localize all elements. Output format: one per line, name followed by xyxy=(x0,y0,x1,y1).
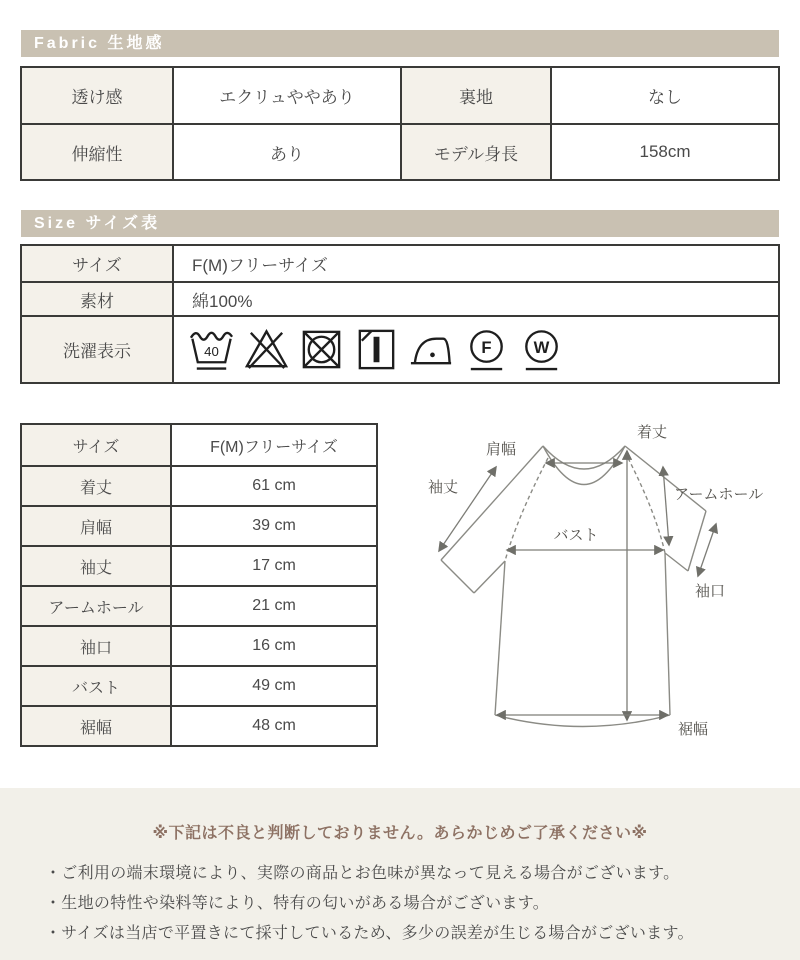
diagram-label-cuff: 袖口 xyxy=(694,583,726,600)
no-tumble-dry-icon xyxy=(297,325,346,374)
svg-text:F: F xyxy=(481,337,492,357)
material-value: 綿100% xyxy=(172,281,778,315)
fabric-label-lining: 裏地 xyxy=(400,68,550,123)
svg-text:40: 40 xyxy=(204,343,219,359)
meas-value: 21 cm xyxy=(170,585,376,625)
diagram-label-length: 着丈 xyxy=(636,424,668,441)
fabric-label-sheerness: 透け感 xyxy=(22,68,172,123)
meas-value: 16 cm xyxy=(170,625,376,665)
disclaimer-bullet: ・サイズは当店で平置きにて採寸しているため、多少の誤差が生じる場合がございます。 xyxy=(45,925,694,942)
meas-value: 49 cm xyxy=(170,665,376,705)
meas-value: 39 cm xyxy=(170,505,376,545)
meas-label: 着丈 xyxy=(22,465,170,505)
no-bleach-icon xyxy=(242,325,291,374)
tshirt-outline xyxy=(441,446,706,727)
fabric-value-stretch: あり xyxy=(172,123,400,179)
fabric-section-header: Fabric 生地感 xyxy=(21,30,779,57)
disclaimer-bullet: ・生地の特性や染料等により、特有の匂いがある場合がございます。 xyxy=(45,895,550,912)
diagram-label-shoulder: 肩幅 xyxy=(485,441,517,458)
iron-low-heat-icon xyxy=(407,325,456,374)
fabric-value-sheerness: エクリュややあり xyxy=(172,68,400,123)
fabric-value-lining: なし xyxy=(550,68,778,123)
meas-label: 袖口 xyxy=(22,625,170,665)
fabric-info-table xyxy=(20,66,780,181)
size-section-header: Size サイズ表 xyxy=(21,210,779,237)
meas-label: 裾幅 xyxy=(22,705,170,745)
meas-label: 袖丈 xyxy=(22,545,170,585)
disclaimer-bullets xyxy=(0,859,800,949)
svg-text:W: W xyxy=(533,337,550,357)
disclaimer-heading: ※下記は不良と判断しておりません。あらかじめご了承ください※ xyxy=(152,825,648,842)
disclaimer-section xyxy=(0,788,800,960)
fabric-value-model-height: 158cm xyxy=(550,123,778,179)
size-value: F(M)フリーサイズ xyxy=(172,246,778,281)
diagram-label-hem: 裾幅 xyxy=(677,721,709,738)
meas-label: 肩幅 xyxy=(22,505,170,545)
measurement-table xyxy=(20,423,378,747)
line-dry-in-shade-icon xyxy=(352,325,401,374)
care-label: 洗濯表示 xyxy=(22,315,172,382)
care-icons-row xyxy=(172,315,778,382)
wash-40-gentle-icon xyxy=(187,325,236,374)
meas-label: バスト xyxy=(22,665,170,705)
meas-label: アームホール xyxy=(22,585,170,625)
meas-label: サイズ xyxy=(22,425,170,465)
disclaimer-bullet: ・ご利用の端末環境により、実際の商品とお色味が異なって見える場合がございます。 xyxy=(45,865,680,882)
diagram-label-sleeve: 袖丈 xyxy=(427,479,459,496)
diagram-label-armhole: アームホール xyxy=(674,486,764,503)
meas-value: 17 cm xyxy=(170,545,376,585)
material-label: 素材 xyxy=(22,281,172,315)
fabric-label-stretch: 伸縮性 xyxy=(22,123,172,179)
fabric-label-model-height: モデル身長 xyxy=(400,123,550,179)
diagram-label-bust: バスト xyxy=(553,527,599,544)
size-info-table xyxy=(20,244,780,384)
meas-value: 48 cm xyxy=(170,705,376,745)
wet-clean-gentle-icon xyxy=(517,325,566,374)
meas-value: 61 cm xyxy=(170,465,376,505)
dry-clean-petroleum-gentle-icon xyxy=(462,325,511,374)
meas-value: F(M)フリーサイズ xyxy=(170,425,376,465)
size-label: サイズ xyxy=(22,246,172,281)
tshirt-measurement-diagram xyxy=(393,418,795,760)
